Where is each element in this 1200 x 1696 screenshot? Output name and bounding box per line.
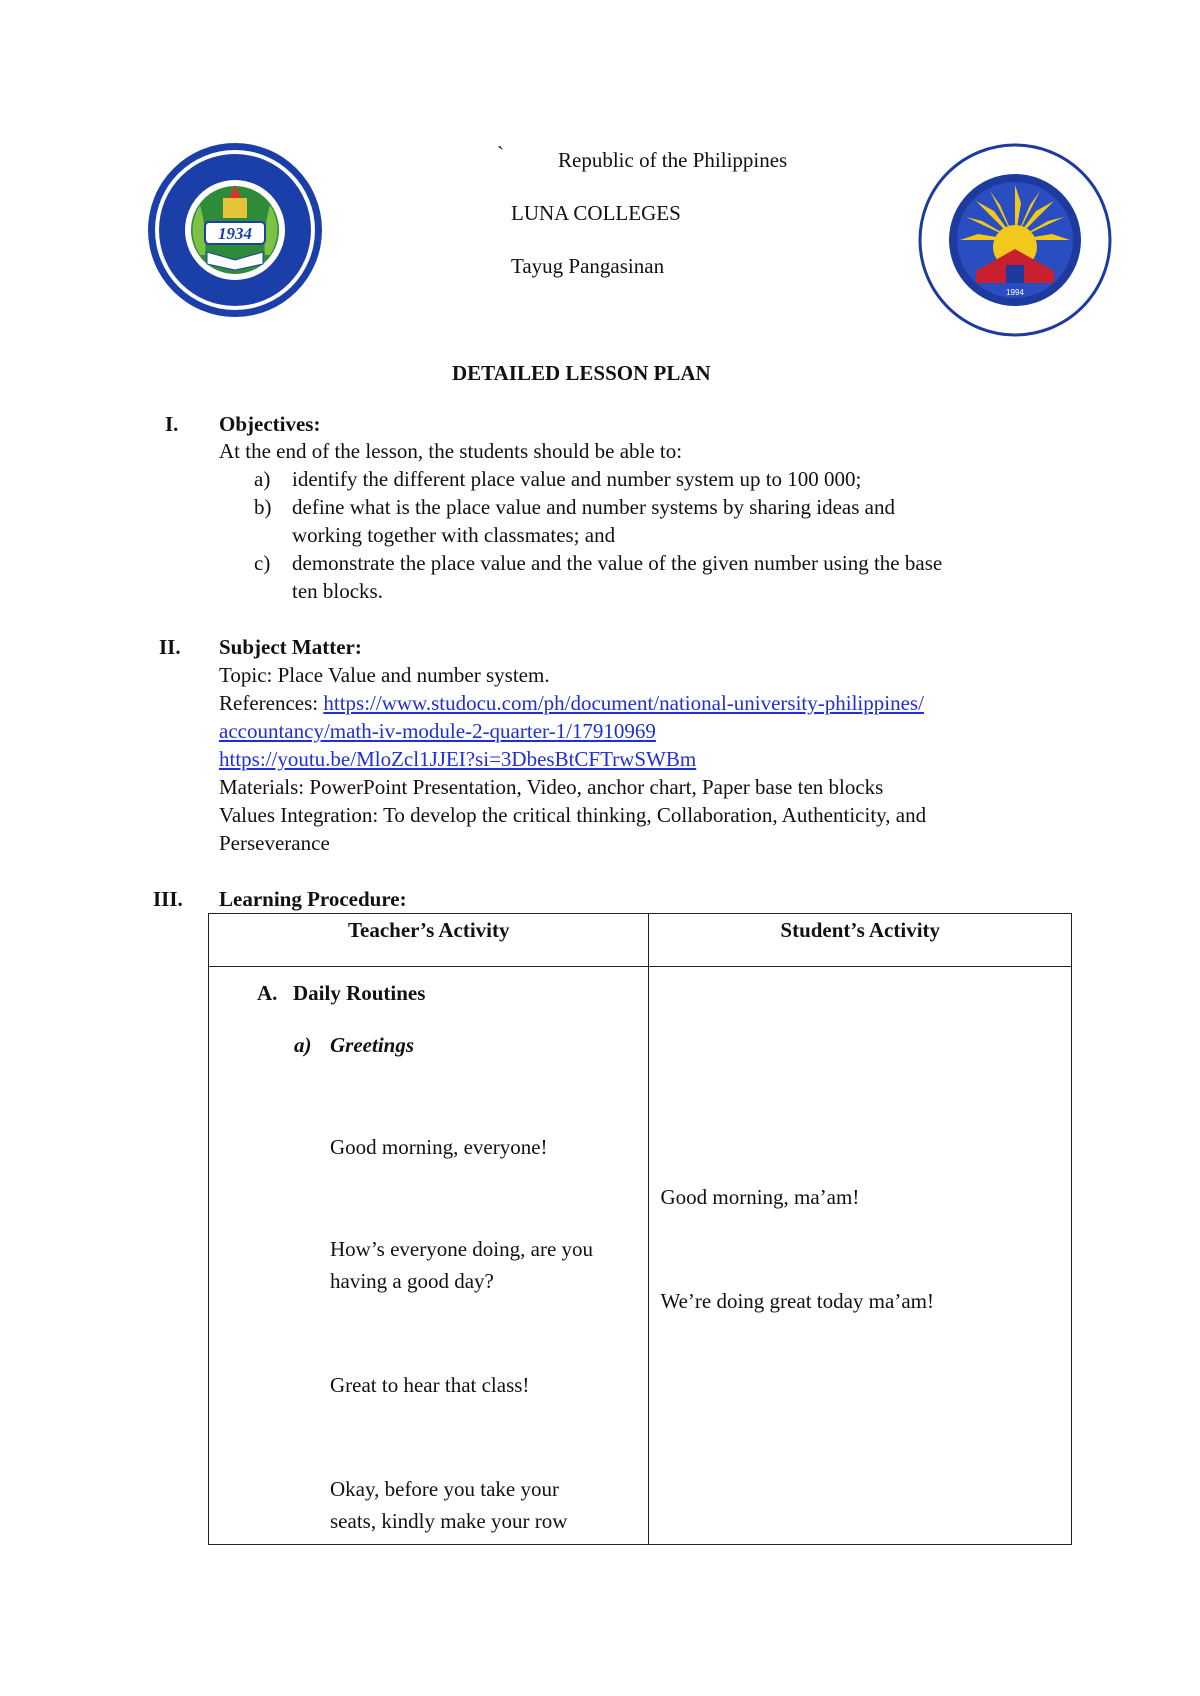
- student-line-2: We’re doing great today ma’am!: [660, 1289, 934, 1313]
- teacher-line-3: having a good day?: [330, 1269, 494, 1293]
- subject-values-line1: Values Integration: To develop the critical thinking, Collaboration, Authenticity, and: [219, 803, 927, 827]
- teacher-activity-cell: [209, 967, 649, 1545]
- ched-year: 1994: [1006, 288, 1024, 297]
- objectives-numeral: I.: [165, 412, 179, 436]
- subject-reference-2: [219, 745, 696, 773]
- subject-reference-cont: [219, 717, 656, 745]
- procedure-table: [208, 913, 1072, 1545]
- subject-numeral: II.: [159, 635, 181, 659]
- teacher-column-header: Teacher’s Activity: [209, 914, 649, 967]
- subject-values-line2: Perseverance: [219, 831, 330, 855]
- objective-b-marker: b): [254, 495, 272, 519]
- sub-marker: a): [294, 1033, 312, 1057]
- reference-link-1[interactable]: https://www.studocu.com/ph/document/national-university-philippines/: [323, 691, 924, 715]
- objective-c-line2: ten blocks.: [292, 579, 383, 603]
- header-institution: LUNA COLLEGES: [511, 201, 681, 225]
- luna-colleges-seal-icon: [145, 140, 325, 320]
- objective-b-line1: define what is the place value and number systems by sharing ideas and: [292, 495, 895, 519]
- subject-topic: Topic: Place Value and number system.: [219, 663, 550, 687]
- section-marker: A.: [257, 981, 278, 1005]
- sub-title: Greetings: [330, 1033, 414, 1057]
- table-header-row: [209, 914, 1072, 967]
- right-logo: [918, 143, 1112, 337]
- objectives-heading: Objectives:: [219, 412, 321, 436]
- left-logo: [145, 140, 325, 320]
- page-title: DETAILED LESSON PLAN: [452, 361, 711, 385]
- student-column-header: Student’s Activity: [649, 914, 1072, 967]
- objective-c-marker: c): [254, 551, 271, 575]
- section-title: Daily Routines: [293, 981, 426, 1005]
- objective-c-line1: demonstrate the place value and the value of the given number using the base: [292, 551, 943, 575]
- reference-link-1-continued[interactable]: accountancy/math-iv-module-2-quarter-1/17910969: [219, 719, 656, 743]
- ched-seal-icon: [918, 143, 1112, 337]
- teacher-line-1: Good morning, everyone!: [330, 1135, 548, 1159]
- objectives-intro: At the end of the lesson, the students should be able to:: [219, 439, 683, 463]
- teacher-line-4: Great to hear that class!: [330, 1373, 530, 1397]
- objective-b-line2: working together with classmates; and: [292, 523, 616, 547]
- table-row: [209, 967, 1072, 1545]
- references-label: References:: [219, 691, 324, 715]
- teacher-line-5: Okay, before you take your: [330, 1477, 559, 1501]
- header-backtick: `: [497, 142, 504, 166]
- svg-text:1934: 1934: [218, 224, 252, 243]
- objective-a-line1: identify the different place value and number system up to 100 000;: [292, 467, 862, 491]
- procedure-heading: Learning Procedure:: [219, 887, 407, 911]
- subject-heading: Subject Matter:: [219, 635, 362, 659]
- subject-references: [219, 689, 924, 717]
- reference-link-2[interactable]: https://youtu.be/MloZcl1JJEI?si=3DbesBtCFTrwSWBm: [219, 747, 697, 771]
- student-activity-cell: [649, 967, 1072, 1545]
- procedure-numeral: III.: [153, 887, 183, 911]
- student-line-1: Good morning, ma’am!: [660, 1185, 860, 1209]
- objective-a-marker: a): [254, 467, 271, 491]
- teacher-line-6: seats, kindly make your row: [330, 1509, 568, 1533]
- subject-materials: Materials: PowerPoint Presentation, Video, anchor chart, Paper base ten blocks: [219, 775, 884, 799]
- header-republic: Republic of the Philippines: [558, 148, 788, 172]
- teacher-line-2: How’s everyone doing, are you: [330, 1237, 594, 1261]
- header-location: Tayug Pangasinan: [511, 254, 665, 278]
